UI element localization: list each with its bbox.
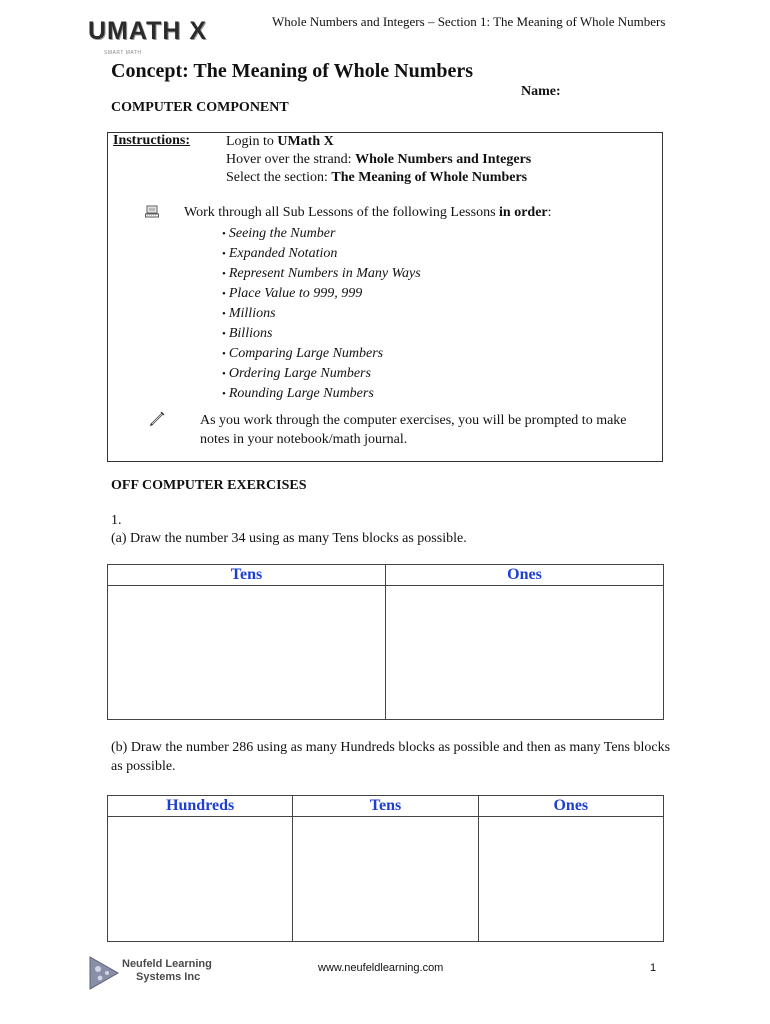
step-hover-strand: Hover over the strand: Whole Numbers and Integers xyxy=(226,152,532,167)
neufeld-logo xyxy=(88,953,218,997)
logo-text: UMATH X xyxy=(88,17,208,45)
list-item: • Place Value to 999, 999 xyxy=(222,286,363,301)
list-item: • Comparing Large Numbers xyxy=(222,346,384,361)
question-part-b: (b) Draw the number 286 using as many Hundreds blocks as possible and then as many Tens blocks as possible. xyxy=(111,740,671,774)
notes-instruction: As you work through the computer exercises, you will be prompted to make notes in your notebook/math journal. xyxy=(200,413,627,447)
step-select-section: Select the section: The Meaning of Whole Numbers xyxy=(226,170,528,185)
instructions-label: Instructions: xyxy=(113,133,191,148)
page-title: Concept: The Meaning of Whole Numbers xyxy=(111,60,474,82)
list-item: • Billions xyxy=(222,326,273,341)
page-number: 1 xyxy=(650,962,657,974)
table-header-ones: Ones xyxy=(478,796,663,817)
ones-drawing-cell[interactable] xyxy=(478,817,663,942)
umath-x-logo xyxy=(88,16,228,56)
list-item: • Ordering Large Numbers xyxy=(222,366,371,381)
neufeld-logo-text: Neufeld Learning Systems Inc xyxy=(122,958,212,983)
ones-drawing-cell[interactable] xyxy=(386,586,664,720)
pencil-icon xyxy=(148,410,166,428)
neufeld-logo-icon xyxy=(88,953,122,993)
table-header-ones: Ones xyxy=(386,565,664,586)
list-item: • Rounding Large Numbers xyxy=(222,386,374,401)
computer-icon xyxy=(145,205,159,218)
work-through-instruction: Work through all Sub Lessons of the following Lessons in order: xyxy=(184,205,552,220)
hundreds-drawing-cell[interactable] xyxy=(108,817,293,942)
logo-tagline: SMART MATH xyxy=(104,50,142,56)
tens-drawing-cell[interactable] xyxy=(293,817,478,942)
lesson-list xyxy=(222,224,421,404)
question-number: 1. xyxy=(111,513,122,528)
tens-ones-table xyxy=(107,564,664,720)
footer-url[interactable]: www.neufeldlearning.com xyxy=(318,962,444,974)
instruction-steps xyxy=(226,133,531,187)
question-part-a: (a) Draw the number 34 using as many Tens blocks as possible. xyxy=(111,531,467,546)
list-item: • Expanded Notation xyxy=(222,246,338,261)
hundreds-tens-ones-table xyxy=(107,795,664,942)
name-label: Name: xyxy=(521,84,561,99)
tens-drawing-cell[interactable] xyxy=(108,586,386,720)
off-computer-heading: OFF COMPUTER EXERCISES xyxy=(111,478,307,493)
list-item: • Seeing the Number xyxy=(222,226,336,241)
table-header-tens: Tens xyxy=(293,796,478,817)
table-header-hundreds: Hundreds xyxy=(108,796,293,817)
table-header-tens: Tens xyxy=(108,565,386,586)
list-item: • Represent Numbers in Many Ways xyxy=(222,266,421,281)
list-item: • Millions xyxy=(222,306,276,321)
running-head: Whole Numbers and Integers – Section 1: The Meaning of Whole Numbers xyxy=(272,14,666,29)
step-login: Login to UMath X xyxy=(226,134,334,149)
computer-component-heading: COMPUTER COMPONENT xyxy=(111,100,289,115)
